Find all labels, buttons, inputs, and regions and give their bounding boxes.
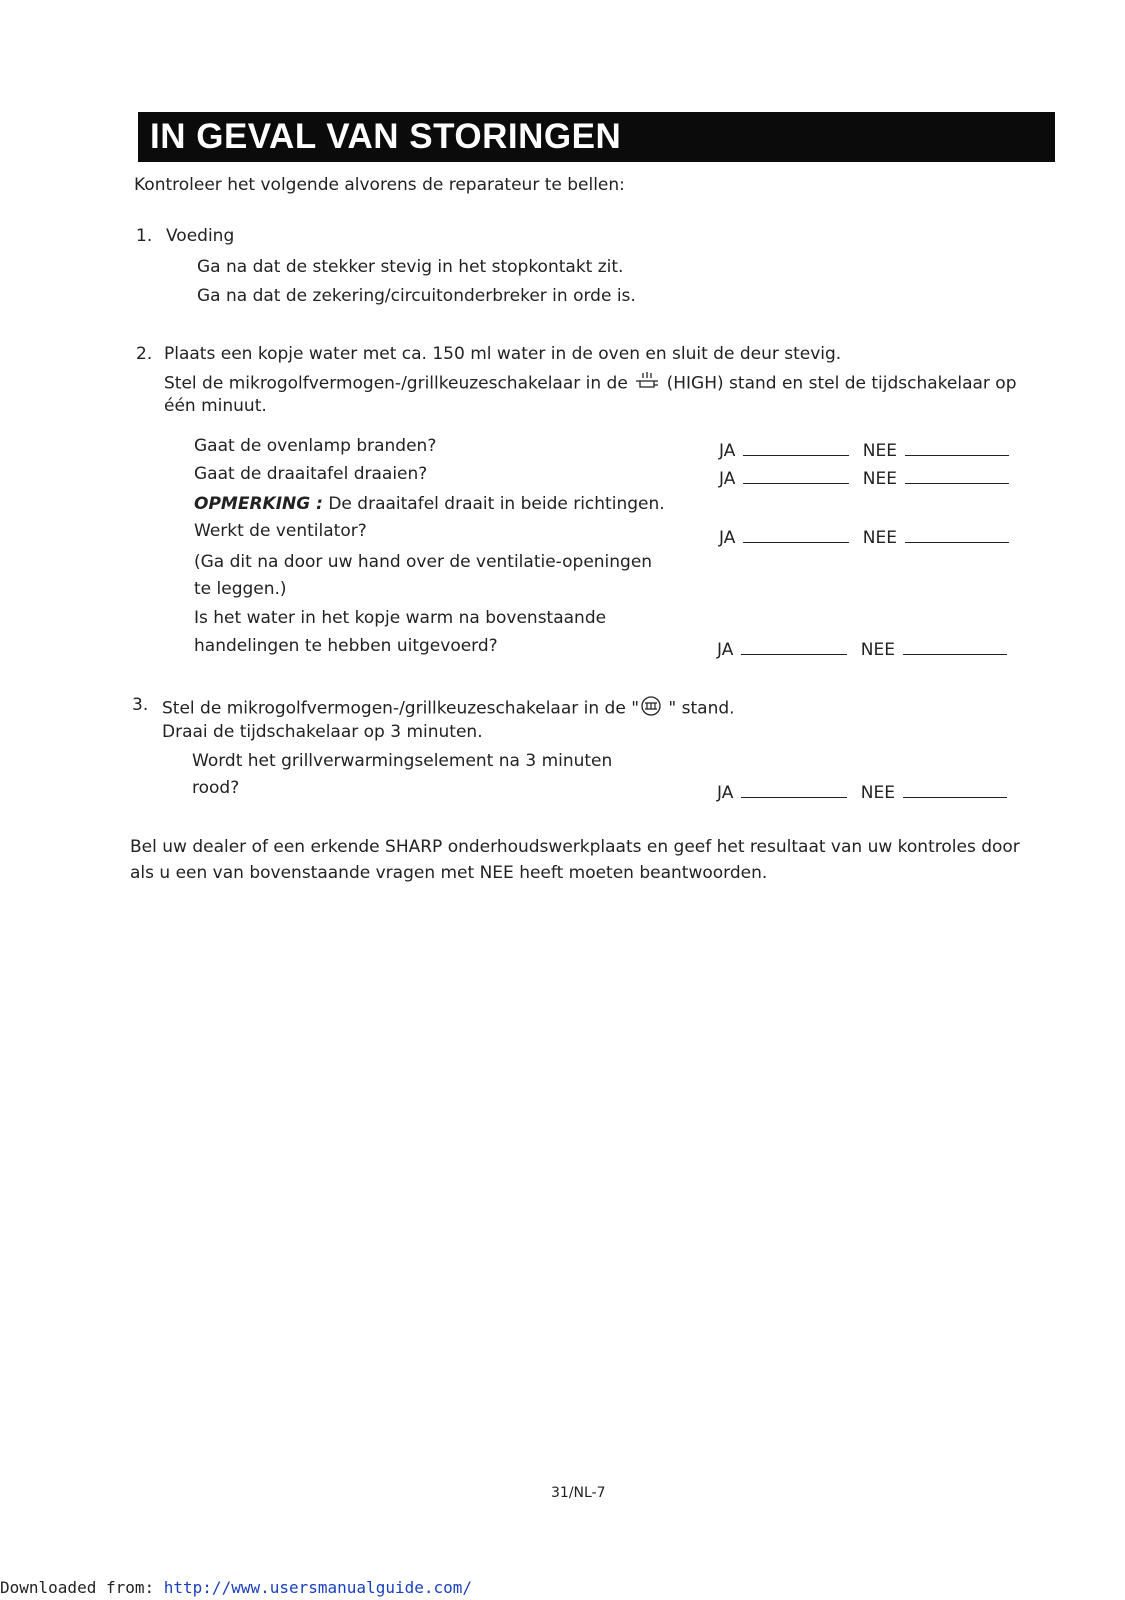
- footer-label: Downloaded from:: [0, 1578, 164, 1597]
- high-power-icon: [633, 371, 661, 396]
- step-1-line-2: Ga na dat de zekering/circuitonderbreker in orde is.: [197, 286, 636, 306]
- note-label: OPMERKING :: [194, 494, 323, 514]
- answer-yes-blank[interactable]: [743, 454, 849, 456]
- question-grill-1: Wordt het grillverwarmingselement na 3 minuten: [192, 751, 613, 771]
- step-2-line-2-end: (HIGH) stand en stel de tijdschakelaar op: [666, 373, 1017, 394]
- answer-no-label: NEE: [862, 528, 897, 548]
- answer-yes-label: JA: [719, 528, 736, 548]
- title-banner: [138, 112, 1055, 162]
- answer-no-blank[interactable]: [903, 796, 1007, 798]
- step-2-number: 2.: [136, 344, 153, 364]
- answer-row-grill: [717, 783, 1007, 803]
- page-title: IN GEVAL VAN STORINGEN: [150, 117, 622, 156]
- answer-no-blank[interactable]: [905, 454, 1009, 456]
- note-text: De draaitafel draait in beide richtingen.: [322, 494, 665, 514]
- step-2-line-2: [164, 371, 1017, 396]
- step-3-number: 3.: [132, 695, 149, 715]
- answer-no-blank[interactable]: [905, 482, 1009, 484]
- answer-row-turntable: [719, 469, 1009, 489]
- answer-yes-label: JA: [719, 441, 736, 461]
- answer-no-blank[interactable]: [905, 541, 1009, 543]
- question-grill-2: rood?: [192, 778, 240, 798]
- step-1-heading: Voeding: [166, 226, 235, 246]
- question-turntable: Gaat de draaitafel draaien?: [194, 464, 428, 484]
- step-3-line-1: [162, 695, 735, 722]
- question-oven-lamp: Gaat de ovenlamp branden?: [194, 436, 437, 456]
- answer-row-water: [717, 640, 1007, 660]
- step-1-line-1: Ga na dat de stekker stevig in het stopkontakt zit.: [197, 257, 624, 277]
- step-3-line-1-end: " stand.: [663, 698, 735, 719]
- answer-row-oven-lamp: [719, 441, 1009, 461]
- answer-yes-label: JA: [719, 469, 736, 489]
- answer-no-blank[interactable]: [903, 653, 1007, 655]
- step-3-line-2: Draai de tijdschakelaar op 3 minuten.: [162, 722, 483, 742]
- answer-row-fan: [719, 528, 1009, 548]
- question-fan: Werkt de ventilator?: [194, 521, 367, 541]
- question-fan-hint-1: (Ga dit na door uw hand over de ventilatie-openingen: [194, 552, 653, 572]
- answer-yes-label: JA: [717, 640, 734, 660]
- page-number: 31/NL-7: [551, 1485, 606, 1501]
- question-fan-hint-2: te leggen.): [194, 579, 287, 599]
- grill-icon: [639, 695, 663, 722]
- answer-yes-blank[interactable]: [741, 796, 847, 798]
- step-2-line-2-start: Stel de mikrogolfvermogen-/grillkeuzeschakelaar in de: [164, 373, 628, 394]
- closing-line-2: als u een van bovenstaande vragen met NEE heeft moeten beantwoorden.: [130, 863, 768, 883]
- answer-yes-blank[interactable]: [741, 653, 847, 655]
- answer-no-label: NEE: [860, 640, 895, 660]
- question-water-1: Is het water in het kopje warm na bovenstaande: [194, 608, 607, 628]
- answer-no-label: NEE: [862, 469, 897, 489]
- answer-no-label: NEE: [862, 441, 897, 461]
- step-2-line-3: één minuut.: [164, 396, 267, 416]
- intro-text: Kontroleer het volgende alvorens de reparateur te bellen:: [134, 175, 625, 195]
- turntable-note: [194, 494, 665, 514]
- footer-source: [0, 1578, 472, 1597]
- answer-yes-blank[interactable]: [743, 482, 849, 484]
- answer-yes-label: JA: [717, 783, 734, 803]
- answer-yes-blank[interactable]: [743, 541, 849, 543]
- closing-line-1: Bel uw dealer of een erkende SHARP onderhoudswerkplaats en geef het resultaat van uw kontroles door: [130, 837, 1020, 857]
- step-1-number: 1.: [136, 226, 153, 246]
- footer-link[interactable]: http://www.usersmanualguide.com/: [163, 1578, 473, 1597]
- question-water-2: handelingen te hebben uitgevoerd?: [194, 636, 498, 656]
- step-2-line-1: Plaats een kopje water met ca. 150 ml water in de oven en sluit de deur stevig.: [164, 344, 842, 364]
- answer-no-label: NEE: [860, 783, 895, 803]
- step-3-line-1-start: Stel de mikrogolfvermogen-/grillkeuzeschakelaar in de ": [162, 698, 640, 719]
